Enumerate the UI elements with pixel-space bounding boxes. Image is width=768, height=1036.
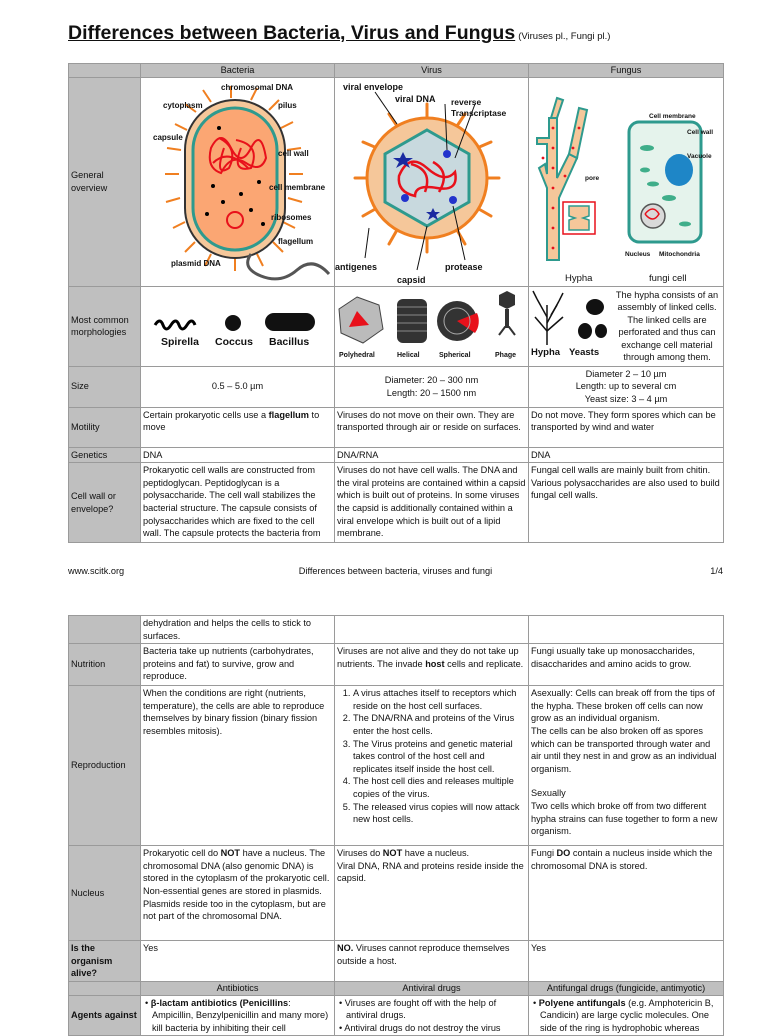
virus-size-diameter: Diameter: 20 – 300 nm (384, 375, 479, 385)
list-item: • Antiviral drugs do not destroy the virus (346, 1022, 526, 1035)
list-item: • β-lactam antibiotics (Penicillins: Ampicillin, Benzylpenicillin and many more) kill bacteria by inhibiting their cell (152, 997, 332, 1035)
fungus-diagram (529, 78, 723, 286)
list-item: • Polyene antifungals (e.g. Amphotericin B, Candicin) are large cyclic molecules. One side of the ring is hydrophobic whereas (540, 997, 721, 1035)
agents-header-antiviral: Antiviral drugs (335, 981, 529, 995)
page-title: Differences between Bacteria, Virus and Fungus (68, 22, 516, 44)
fungus-diagram-cell (529, 77, 724, 286)
bacteria-nutrition: Bacteria take up nutrients (carbohydrates, proteins and fat) to survive, grow and reproduce. (141, 644, 335, 686)
fungus-size-length: Length: up to several cm (575, 381, 677, 392)
virus-diagram (335, 78, 528, 286)
row-size (69, 366, 724, 407)
row-label-nucleus: Nucleus (69, 846, 141, 941)
label-viral-envelope: viral envelope (343, 81, 404, 92)
header-fungus: Fungus (529, 64, 724, 78)
label-protease: protease (445, 261, 483, 272)
virus-size (335, 366, 529, 407)
fungus-size-yeast: Yeast size: 3 – 4 µm (584, 393, 668, 404)
virus-size-length: Length: 20 – 1500 nm (386, 387, 477, 398)
footer-website: www.scitk.org (68, 566, 125, 576)
fungus-size (529, 366, 724, 407)
morph-yeasts: Yeasts (569, 346, 600, 358)
row-label-motility: Motility (69, 407, 141, 447)
label-ribosomes: ribosomes (271, 212, 312, 222)
virus-reproduction-steps (337, 687, 526, 826)
header-empty (69, 64, 141, 78)
morph-spirella: Spirella (161, 335, 199, 348)
list-item: 3. The Virus proteins and genetic material takes control of the host cell and replicates itself inside the host cell. (353, 738, 526, 776)
bacteria-nucleus: Prokaryotic cell do NOT have a nucleus. The chromosomal DNA (also genomic DNA) is stored in the cytoplasm of the prokaryotic cell. Non-essential genes are stored in plasmids. Plasmids reside too in the cytoplasm, but are not part of the chromosomal DNA. (141, 846, 335, 941)
fungus-motility: Do not move. They form spores which can be transported by wind and water (529, 407, 724, 447)
label-capsid: capsid (397, 274, 426, 285)
fungus-morphologies-cell (529, 286, 724, 366)
label-cell-wall: cell wall (278, 148, 309, 158)
morph-phage: Phage (495, 351, 517, 359)
row-agents-header (69, 981, 724, 995)
label-plasmid-dna: plasmid DNA (171, 258, 221, 268)
virus-morphologies (335, 287, 528, 366)
virus-nucleus: Viruses do NOT have a nucleus. Viral DNA, RNA and proteins reside inside the capsid. (335, 846, 529, 941)
bacteria-size: 0.5 – 5.0 µm (141, 366, 335, 407)
label-chromosomal-dna: chromosomal DNA (221, 82, 294, 92)
morph-bacillus: Bacillus (269, 335, 310, 348)
morph-hypha: Hypha (531, 346, 561, 358)
bacteria-motility: Certain prokaryotic cells use a flagellum to move (141, 407, 335, 447)
virus-genetics: DNA/RNA (335, 447, 529, 463)
page-subtitle: (Viruses pl., Fungi pl.) (518, 31, 611, 42)
morph-helical: Helical (397, 351, 420, 359)
fungus-size-diameter: Diameter 2 – 10 µm (585, 368, 667, 379)
morph-polyhedral: Polyhedral (339, 351, 375, 359)
row-agents (69, 995, 724, 1036)
fungus-agents (529, 995, 724, 1036)
row-reproduction (69, 686, 724, 846)
page-title-block (68, 22, 610, 45)
hypha-morph-icon (533, 291, 563, 345)
row-label-overview: General overview (69, 77, 141, 286)
row-morphologies (69, 286, 724, 366)
agents-header-empty (69, 981, 141, 995)
label-vacuole: Vacuole (687, 152, 712, 160)
virus-nutrition: Viruses are not alive and they do not take up nutrients. The invade host cells and replicate. (335, 644, 529, 686)
row-cell-wall-continued (69, 616, 724, 644)
row-label-alive: Is the organism alive? (69, 941, 141, 982)
nucleus-shape (641, 204, 665, 228)
row-label-genetics: Genetics (69, 447, 141, 463)
helical-icon (397, 299, 427, 343)
label-pilus: pilus (278, 100, 297, 110)
bacteria-diagram (141, 78, 334, 286)
fungus-cell-wall: Fungal cell walls are mainly built from chitin. Various polysaccharides are also used to build fungal cell walls. (529, 463, 724, 543)
row-label-size: Size (69, 366, 141, 407)
spirella-icon (155, 321, 195, 329)
fungus-reproduction: Asexually: Cells can break off from the tips of the hypha. These broken off cells can now grow as an individual organism. The cells can be also broken off as spores which can be transported through water and air until they nest in and grow as an individual organism. Sexually Two cells which broke off from two different hypha strains can fuse together to form a new organism. (529, 686, 724, 846)
comparison-table-page2 (68, 615, 724, 1036)
virus-cell-wall-continued (335, 616, 529, 644)
phage-icon (499, 291, 515, 335)
morph-coccus: Coccus (215, 335, 253, 348)
fungus-genetics: DNA (529, 447, 724, 463)
bacteria-reproduction: When the conditions are right (nutrients, temperature), the cells are able to reproduce themselves by binary fission (binary fission resembles mitosis). (141, 686, 335, 846)
bacteria-cell-wall: Prokaryotic cell walls are constructed from peptidoglycan. Peptidoglycan is a polysaccharide. The cell wall stabilizes the bacterial structure. The capsule consists of polysaccharides which are fixed to the cell wall. The capsule protects the bacteria from (141, 463, 335, 543)
virus-diagram-cell (335, 77, 529, 286)
coccus-icon (225, 315, 241, 331)
list-item: • Viruses are fought off with the help of antiviral drugs. (346, 997, 526, 1022)
row-general-overview (69, 77, 724, 286)
agents-header-antibiotics: Antibiotics (141, 981, 335, 995)
label-cell-wall-fungus: Cell wall (687, 128, 714, 136)
table-header-row (69, 64, 724, 78)
row-label-morphologies: Most common morphologies (69, 286, 141, 366)
label-flagellum: flagellum (278, 236, 314, 246)
label-nucleus: Nucleus (625, 250, 651, 258)
row-alive (69, 941, 724, 982)
row-genetics (69, 447, 724, 463)
label-mitochondria: Mitochondria (659, 250, 700, 258)
bacteria-diagram-cell (141, 77, 335, 286)
comparison-table-page1 (68, 63, 724, 543)
label-viral-dna: viral DNA (395, 93, 436, 104)
morph-spherical: Spherical (439, 351, 471, 359)
virus-morphologies-cell (335, 286, 529, 366)
row-motility (69, 407, 724, 447)
header-virus: Virus (335, 64, 529, 78)
virus-motility: Viruses do not move on their own. They are transported through air or reside on surfaces. (335, 407, 529, 447)
row-label-nutrition: Nutrition (69, 644, 141, 686)
fungus-nutrition: Fungi usually take up monosaccharides, disaccharides and amino acids to grow. (529, 644, 724, 686)
header-bacteria: Bacteria (141, 64, 335, 78)
bacteria-morphologies (141, 287, 334, 366)
list-item: 5. The released virus copies will now attack new host cells. (353, 801, 526, 826)
bacillus-icon (265, 313, 315, 331)
label-hypha: Hypha (565, 272, 593, 284)
row-label-reproduction: Reproduction (69, 686, 141, 846)
yeasts-icon (578, 299, 607, 339)
fungus-nucleus: Fungi DO contain a nucleus inside which the chromosomal DNA is stored. (529, 846, 724, 941)
hypha-description: The hypha consists of an assembly of linked cells. The linked cells are perforated and thus can exchange cell material through among them. (615, 289, 719, 363)
footer-title: Differences between bacteria, viruses and fungi (298, 566, 493, 576)
hypha-shape (537, 98, 587, 260)
label-cytoplasm: cytoplasm (163, 100, 203, 110)
label-cell-membrane-fungus: Cell membrane (649, 112, 696, 120)
label-fungi-cell: fungi cell (649, 272, 687, 284)
bacteria-morphologies-cell (141, 286, 335, 366)
label-capsule: capsule (153, 132, 183, 142)
virus-cell-wall: Viruses do not have cell walls. The DNA and the viral proteins are contained within a capsid which is built out of proteins. In some viruses the capsid is additionally contained within a viral envelope which is built out of a lipid membrane. (335, 463, 529, 543)
label-pore: pore (585, 174, 600, 182)
row-cell-wall (69, 463, 724, 543)
agents-header-antifungal: Antifungal drugs (fungicide, antimyotic) (529, 981, 724, 995)
list-item: 1. A virus attaches itself to receptors which reside on the host cell surfaces. (353, 687, 526, 712)
bacteria-alive: Yes (141, 941, 335, 982)
flagellum-term: flagellum (268, 409, 309, 420)
virus-reproduction (335, 686, 529, 846)
label-cell-membrane: cell membrane (269, 182, 326, 192)
row-nucleus (69, 846, 724, 941)
list-item: 4. The host cell dies and releases multiple copies of the virus. (353, 775, 526, 800)
fungi-cell-shape (629, 122, 701, 242)
list-item: 2. The DNA/RNA and proteins of the Virus enter the host cells. (353, 712, 526, 737)
bacteria-genetics: DNA (141, 447, 335, 463)
bacteria-agents (141, 995, 335, 1036)
bacteria-cell-wall-continued: dehydration and helps the cells to stick to surfaces. (141, 616, 335, 644)
label-antigenes: antigenes (335, 261, 378, 272)
label-reverse-transcriptase: reverse Transcriptase (451, 96, 507, 118)
row-label-cell-wall: Cell wall or envelope? (69, 463, 141, 543)
row-nutrition (69, 644, 724, 686)
row-label-agents: Agents against (69, 995, 141, 1036)
fungus-alive: Yes (529, 941, 724, 982)
footer-page-number: 1/4 (710, 566, 723, 576)
row-label-empty (69, 616, 141, 644)
fungus-cell-wall-continued (529, 616, 724, 644)
virus-alive: NO. Viruses cannot reproduce themselves outside a host. (335, 941, 529, 982)
virus-agents (335, 995, 529, 1036)
